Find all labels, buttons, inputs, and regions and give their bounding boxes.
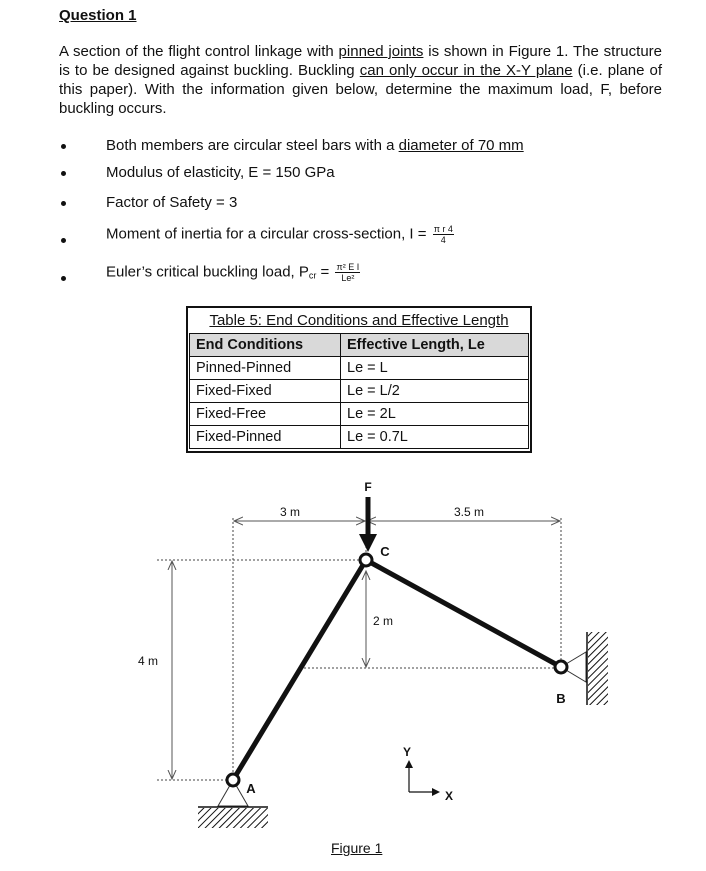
inertia-formula — [106, 224, 454, 245]
axis-indicator — [405, 760, 440, 796]
point-b-label: B — [556, 691, 566, 706]
table-grid — [189, 333, 529, 449]
bullet-dot — [61, 201, 66, 206]
header-end-conditions: End Conditions — [190, 334, 341, 357]
question-intro — [59, 42, 662, 118]
bullet-diameter-text — [106, 137, 524, 155]
bullet-dot — [61, 171, 66, 176]
bullet-dot — [61, 276, 66, 281]
inertia-text: Moment of inertia for a circular cross-section, I = — [106, 225, 427, 243]
linkage-figure — [0, 470, 706, 871]
table-row — [190, 426, 529, 449]
table-cell-length: Le = L/2 — [341, 380, 529, 403]
header-effective-length: Effective Length, Le — [341, 334, 529, 357]
table-cell-condition: Pinned-Pinned — [190, 357, 341, 380]
table-cell-length: Le = L — [341, 357, 529, 380]
support-b-hatch — [588, 632, 608, 705]
x-axis-label: X — [444, 789, 454, 803]
table-caption: Table 5: End Conditions and Effective Length — [209, 312, 509, 329]
support-a-hatch — [198, 808, 268, 828]
member-cb — [366, 560, 561, 667]
load-arrow — [359, 497, 377, 552]
table-cell-length: Le = 0.7L — [341, 426, 529, 449]
x-axis-arrow-icon — [432, 788, 440, 796]
point-a-label: A — [246, 781, 256, 796]
table-row — [190, 357, 529, 380]
euler-numerator: π² E I — [336, 262, 360, 272]
table-cell-length: Le = 2L — [341, 403, 529, 426]
intro-underline-pinned-joints: pinned joints — [338, 43, 424, 60]
end-conditions-table — [186, 306, 532, 453]
bullet-dot — [61, 238, 66, 243]
pin-c — [360, 554, 372, 566]
table-cell-condition: Fixed-Free — [190, 403, 341, 426]
table-cell-condition: Fixed-Fixed — [190, 380, 341, 403]
euler-fraction — [335, 262, 360, 283]
euler-text: Euler’s critical buckling load, P — [106, 263, 309, 281]
load-arrow-head — [359, 534, 377, 552]
pin-b — [555, 661, 567, 673]
table-row — [190, 380, 529, 403]
intro-underline-xy-plane: can only occur in the X-Y plane — [359, 62, 573, 79]
load-label: F — [364, 480, 372, 494]
euler-denominator: Le² — [341, 273, 355, 283]
euler-formula — [106, 262, 360, 284]
point-c-label: C — [380, 544, 390, 559]
diameter-text: Both members are circular steel bars with a — [106, 137, 399, 154]
table-header-row — [190, 334, 529, 357]
dim-4m-label: 4 m — [137, 654, 159, 668]
y-axis-label: Y — [402, 745, 412, 759]
modulus-text: Modulus of elasticity, E = 150 GPa — [106, 164, 335, 181]
dim-2m-label: 2 m — [372, 614, 394, 628]
y-axis-arrow-icon — [405, 760, 413, 768]
euler-equals: = — [316, 263, 334, 281]
dim-3m-label: 3 m — [279, 505, 301, 519]
pin-a — [227, 774, 239, 786]
table-cell-condition: Fixed-Pinned — [190, 426, 341, 449]
intro-text-1: A section of the flight control linkage with — [59, 43, 339, 60]
inertia-numerator: π r 4 — [433, 224, 453, 234]
euler-subscript: cr — [308, 270, 317, 281]
member-ac — [233, 560, 366, 780]
intro-text-3: (i.e. plane of this paper). With the information given below, determine the maximum load, F, before buckling occurs. — [59, 62, 662, 117]
dim-3-5m-label: 3.5 m — [453, 505, 485, 519]
diameter-value: diameter of 70 mm — [398, 137, 524, 154]
inertia-fraction — [433, 224, 454, 245]
question-title: Question 1 — [59, 7, 137, 24]
fos-text: Factor of Safety = 3 — [106, 194, 238, 211]
bullet-dot — [61, 144, 66, 149]
figure-caption: Figure 1 — [331, 840, 383, 856]
inertia-denominator: 4 — [440, 235, 446, 245]
reference-lines — [157, 518, 561, 780]
intro-text-2: is shown in Figure 1. The structure is to be designed against buckling. Buckling — [59, 43, 662, 79]
table-row — [190, 403, 529, 426]
